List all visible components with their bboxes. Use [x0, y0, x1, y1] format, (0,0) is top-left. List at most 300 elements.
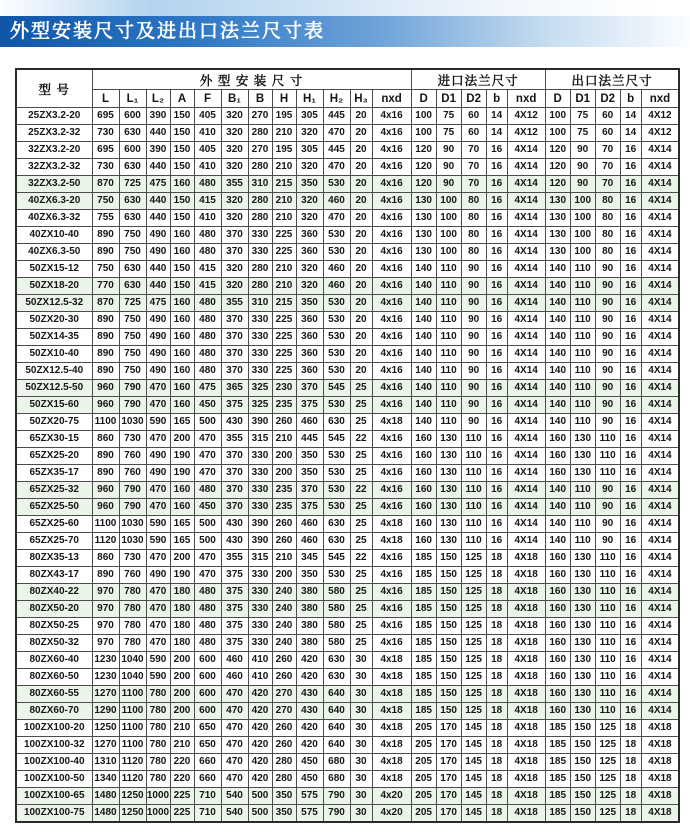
outlet-flange-cell: 16: [620, 278, 641, 295]
outline-dim-cell: 350: [272, 805, 296, 823]
outlet-flange-cell: 160: [545, 703, 570, 720]
outline-dim-cell: 680: [323, 771, 350, 788]
outline-dim-cell: 355: [221, 176, 248, 193]
outline-dim-cell: 530: [323, 244, 350, 261]
outline-dim-cell: 370: [296, 380, 323, 397]
outlet-flange-cell: 160: [545, 448, 570, 465]
col-header: H: [272, 90, 296, 108]
inlet-flange-cell: 170: [436, 771, 461, 788]
outline-dim-cell: 890: [92, 227, 119, 244]
outlet-flange-cell: 16: [620, 380, 641, 397]
outline-dim-cell: 440: [146, 125, 170, 142]
outlet-flange-cell: 70: [595, 159, 620, 176]
outline-dim-cell: 330: [248, 448, 272, 465]
inlet-flange-cell: 185: [411, 703, 436, 720]
inlet-flange-cell: 110: [436, 278, 461, 295]
inlet-flange-cell: 160: [411, 516, 436, 533]
outlet-flange-cell: 80: [595, 193, 620, 210]
table-row: [16, 176, 679, 193]
table-row: [16, 533, 679, 550]
outlet-flange-cell: 16: [620, 244, 641, 261]
outline-dim-cell: 600: [194, 652, 221, 669]
outline-dim-cell: 480: [194, 227, 221, 244]
outlet-flange-cell: 160: [545, 550, 570, 567]
outline-dim-cell: 710: [194, 788, 221, 805]
model-cell: 80ZX50-32: [16, 635, 92, 652]
outline-dim-cell: 355: [221, 431, 248, 448]
outline-dim-cell: 1040: [119, 652, 146, 669]
outlet-flange-cell: 110: [595, 448, 620, 465]
outline-dim-cell: 630: [323, 516, 350, 533]
inlet-flange-cell: 4X18: [507, 703, 545, 720]
outline-dim-cell: 870: [92, 176, 119, 193]
outlet-flange-cell: 140: [545, 380, 570, 397]
outline-dim-cell: 530: [323, 346, 350, 363]
outlet-flange-cell: 140: [545, 516, 570, 533]
outline-dim-cell: 490: [146, 346, 170, 363]
outline-dim-cell: 780: [146, 754, 170, 771]
inlet-flange-cell: 18: [486, 669, 507, 686]
outline-dim-cell: 25: [350, 601, 372, 618]
inlet-flange-cell: 80: [461, 244, 486, 261]
inlet-flange-cell: 110: [436, 329, 461, 346]
outlet-flange-cell: 110: [570, 482, 595, 499]
model-cell: 80ZX60-40: [16, 652, 92, 669]
outline-dim-cell: 490: [146, 312, 170, 329]
inlet-flange-cell: 185: [411, 618, 436, 635]
inlet-flange-cell: 14: [486, 108, 507, 125]
outlet-flange-cell: 90: [595, 482, 620, 499]
outline-dim-cell: 1100: [119, 703, 146, 720]
outlet-flange-cell: 90: [595, 363, 620, 380]
outline-dim-cell: 420: [296, 720, 323, 737]
outlet-flange-cell: 110: [595, 686, 620, 703]
outlet-flange-cell: 90: [595, 380, 620, 397]
inlet-flange-cell: 4X14: [507, 346, 545, 363]
inlet-flange-cell: 130: [411, 227, 436, 244]
outline-dim-cell: 380: [296, 601, 323, 618]
table-row: [16, 261, 679, 278]
outline-dim-cell: 375: [221, 567, 248, 584]
outlet-flange-cell: 16: [620, 261, 641, 278]
inlet-flange-cell: 125: [461, 584, 486, 601]
outlet-flange-cell: 16: [620, 465, 641, 482]
outline-dim-cell: 580: [323, 584, 350, 601]
outline-dim-cell: 4x16: [372, 227, 411, 244]
outline-dim-cell: 150: [170, 159, 194, 176]
outlet-flange-cell: 4X14: [641, 380, 679, 397]
inlet-flange-cell: 4X18: [507, 805, 545, 823]
outline-dim-cell: 375: [221, 618, 248, 635]
table-row: [16, 346, 679, 363]
outline-dim-cell: 4x16: [372, 176, 411, 193]
inlet-flange-cell: 170: [436, 805, 461, 823]
outlet-flange-cell: 90: [595, 414, 620, 431]
outlet-flange-cell: 140: [545, 295, 570, 312]
inlet-flange-cell: 130: [436, 516, 461, 533]
inlet-flange-cell: 18: [486, 771, 507, 788]
outline-dim-cell: 460: [296, 516, 323, 533]
inlet-flange-cell: 90: [436, 159, 461, 176]
col-header: L: [92, 90, 119, 108]
outline-dim-cell: 530: [323, 499, 350, 516]
inlet-flange-cell: 16: [486, 380, 507, 397]
outline-dim-cell: 4x16: [372, 329, 411, 346]
outline-dim-cell: 460: [221, 669, 248, 686]
table-row: [16, 550, 679, 567]
inlet-flange-cell: 130: [436, 533, 461, 550]
outline-dim-cell: 4x16: [372, 618, 411, 635]
outline-dim-cell: 210: [272, 125, 296, 142]
outline-dim-cell: 695: [92, 142, 119, 159]
inlet-flange-cell: 16: [486, 516, 507, 533]
inlet-flange-cell: 150: [436, 635, 461, 652]
outline-dim-cell: 730: [92, 125, 119, 142]
outline-dim-cell: 260: [272, 669, 296, 686]
model-cell: 25ZX3.2-20: [16, 108, 92, 125]
outline-dim-cell: 960: [92, 499, 119, 516]
outline-dim-cell: 220: [170, 771, 194, 788]
inlet-flange-cell: 4X12: [507, 108, 545, 125]
outline-dim-cell: 240: [272, 601, 296, 618]
outline-dim-cell: 350: [296, 567, 323, 584]
outline-dim-cell: 480: [194, 363, 221, 380]
model-cell: 100ZX100-32: [16, 737, 92, 754]
outlet-flange-cell: 18: [620, 737, 641, 754]
outlet-flange-cell: 4X14: [641, 635, 679, 652]
outline-dim-cell: 30: [350, 720, 372, 737]
outline-dim-cell: 1270: [92, 686, 119, 703]
outline-dim-cell: 475: [146, 176, 170, 193]
outline-dim-cell: 590: [146, 414, 170, 431]
model-cell: 100ZX100-40: [16, 754, 92, 771]
outlet-flange-cell: 4X14: [641, 448, 679, 465]
inlet-flange-cell: 130: [436, 499, 461, 516]
outline-dim-cell: 235: [272, 397, 296, 414]
outline-dim-cell: 470: [221, 737, 248, 754]
outline-dim-cell: 375: [296, 397, 323, 414]
outlet-flange-cell: 130: [545, 227, 570, 244]
outline-dim-cell: 365: [221, 380, 248, 397]
outline-dim-cell: 650: [194, 737, 221, 754]
outlet-flange-cell: 130: [545, 193, 570, 210]
inlet-flange-cell: 16: [486, 227, 507, 244]
outlet-flange-cell: 110: [570, 295, 595, 312]
inlet-flange-cell: 110: [436, 380, 461, 397]
outline-dim-cell: 790: [323, 788, 350, 805]
outlet-flange-cell: 120: [545, 159, 570, 176]
outline-dim-cell: 350: [296, 295, 323, 312]
outline-dim-cell: 750: [119, 329, 146, 346]
outline-dim-cell: 440: [146, 278, 170, 295]
outline-dim-cell: 1250: [119, 788, 146, 805]
outline-dim-cell: 695: [92, 108, 119, 125]
inlet-flange-cell: 205: [411, 754, 436, 771]
outline-dim-cell: 420: [296, 737, 323, 754]
outline-dim-cell: 470: [146, 380, 170, 397]
inlet-flange-cell: 4X18: [507, 788, 545, 805]
outline-dim-cell: 480: [194, 346, 221, 363]
outline-dim-cell: 580: [323, 635, 350, 652]
inlet-flange-cell: 16: [486, 261, 507, 278]
outline-dim-cell: 4x16: [372, 584, 411, 601]
outline-dim-cell: 440: [146, 193, 170, 210]
outline-dim-cell: 790: [119, 397, 146, 414]
inlet-flange-cell: 125: [461, 618, 486, 635]
inlet-flange-cell: 125: [461, 669, 486, 686]
outline-dim-cell: 320: [221, 159, 248, 176]
outlet-flange-cell: 150: [570, 754, 595, 771]
outline-dim-cell: 440: [146, 210, 170, 227]
outlet-flange-cell: 110: [570, 414, 595, 431]
outline-dim-cell: 350: [296, 465, 323, 482]
col-header-row: [16, 90, 679, 108]
inlet-flange-cell: 60: [461, 125, 486, 142]
outlet-flange-cell: 4X14: [641, 278, 679, 295]
outline-dim-cell: 190: [170, 448, 194, 465]
outline-dim-cell: 760: [119, 448, 146, 465]
table-row: [16, 397, 679, 414]
inlet-flange-cell: 205: [411, 720, 436, 737]
outline-dim-cell: 470: [146, 431, 170, 448]
inlet-flange-cell: 16: [486, 499, 507, 516]
outlet-flange-cell: 16: [620, 414, 641, 431]
outlet-flange-cell: 4X12: [641, 108, 679, 125]
inlet-flange-cell: 4X18: [507, 771, 545, 788]
outlet-flange-cell: 110: [595, 652, 620, 669]
inlet-flange-cell: 18: [486, 686, 507, 703]
inlet-flange-cell: 150: [436, 686, 461, 703]
outline-dim-cell: 590: [146, 516, 170, 533]
outlet-flange-cell: 140: [545, 363, 570, 380]
outline-dim-cell: 160: [170, 227, 194, 244]
table-row: [16, 788, 679, 805]
outline-dim-cell: 330: [248, 346, 272, 363]
table-row: [16, 210, 679, 227]
outline-dim-cell: 320: [296, 193, 323, 210]
outline-dim-cell: 180: [170, 618, 194, 635]
outline-dim-cell: 500: [194, 516, 221, 533]
outline-dim-cell: 370: [221, 363, 248, 380]
outline-dim-cell: 210: [170, 737, 194, 754]
inlet-flange-cell: 185: [411, 686, 436, 703]
table-row: [16, 278, 679, 295]
outline-dim-cell: 370: [221, 227, 248, 244]
col-header: D: [411, 90, 436, 108]
outline-dim-cell: 160: [170, 176, 194, 193]
outline-dim-cell: 420: [248, 737, 272, 754]
outline-dim-cell: 160: [170, 499, 194, 516]
table-row: [16, 448, 679, 465]
inlet-flange-cell: 130: [436, 431, 461, 448]
outline-dim-cell: 4x18: [372, 754, 411, 771]
outlet-flange-cell: 4X14: [641, 669, 679, 686]
outlet-flange-cell: 140: [545, 278, 570, 295]
outline-dim-cell: 780: [146, 720, 170, 737]
outline-dim-cell: 360: [296, 329, 323, 346]
inlet-flange-cell: 18: [486, 720, 507, 737]
outline-dim-cell: 470: [146, 584, 170, 601]
inlet-flange-cell: 90: [461, 363, 486, 380]
outlet-flange-cell: 120: [545, 142, 570, 159]
outline-dim-cell: 1040: [119, 669, 146, 686]
outlet-flange-cell: 110: [595, 465, 620, 482]
outline-dim-cell: 4x16: [372, 567, 411, 584]
inlet-flange-cell: 16: [486, 295, 507, 312]
outline-dim-cell: 330: [248, 244, 272, 261]
outlet-flange-cell: 130: [570, 601, 595, 618]
outline-dim-cell: 780: [119, 584, 146, 601]
outlet-flange-cell: 100: [545, 108, 570, 125]
col-header: D1: [570, 90, 595, 108]
outline-dim-cell: 190: [170, 567, 194, 584]
outline-dim-cell: 350: [296, 448, 323, 465]
col-header: D1: [436, 90, 461, 108]
outline-dim-cell: 210: [170, 720, 194, 737]
inlet-flange-cell: 100: [436, 210, 461, 227]
outline-dim-cell: 25: [350, 584, 372, 601]
col-header: H₁: [296, 90, 323, 108]
outlet-flange-cell: 4X14: [641, 567, 679, 584]
outline-dim-cell: 270: [272, 703, 296, 720]
outline-dim-cell: 210: [272, 431, 296, 448]
outline-dim-cell: 380: [296, 584, 323, 601]
outlet-flange-cell: 18: [620, 720, 641, 737]
outline-dim-cell: 360: [296, 227, 323, 244]
outline-dim-cell: 210: [272, 261, 296, 278]
inlet-flange-cell: 125: [461, 686, 486, 703]
inlet-flange-cell: 160: [411, 499, 436, 516]
outline-dim-cell: 475: [194, 380, 221, 397]
outlet-flange-cell: 90: [595, 329, 620, 346]
inlet-flange-cell: 16: [486, 244, 507, 261]
outline-dim-cell: 355: [221, 295, 248, 312]
inlet-flange-cell: 4X14: [507, 278, 545, 295]
outline-dim-cell: 25: [350, 465, 372, 482]
inlet-flange-cell: 120: [411, 159, 436, 176]
outline-dim-cell: 4x16: [372, 261, 411, 278]
outlet-flange-cell: 110: [570, 397, 595, 414]
inlet-flange-cell: 4X14: [507, 448, 545, 465]
outline-dim-cell: 225: [170, 805, 194, 823]
outline-dim-cell: 210: [272, 193, 296, 210]
outline-dim-cell: 260: [272, 737, 296, 754]
outline-dim-cell: 480: [194, 312, 221, 329]
inlet-flange-cell: 185: [411, 601, 436, 618]
table-row: [16, 669, 679, 686]
outlet-flange-cell: 60: [595, 125, 620, 142]
outline-dim-cell: 750: [119, 346, 146, 363]
model-cell: 50ZX20-75: [16, 414, 92, 431]
outline-dim-cell: 640: [323, 686, 350, 703]
outline-dim-cell: 4x16: [372, 465, 411, 482]
outline-dim-cell: 20: [350, 278, 372, 295]
outlet-flange-cell: 130: [570, 448, 595, 465]
inlet-flange-cell: 140: [411, 329, 436, 346]
outline-dim-cell: 315: [248, 431, 272, 448]
inlet-flange-cell: 16: [486, 448, 507, 465]
table-row: [16, 312, 679, 329]
outline-dim-cell: 430: [221, 414, 248, 431]
outline-dim-cell: 470: [194, 448, 221, 465]
outline-dim-cell: 470: [323, 210, 350, 227]
outline-dim-cell: 150: [170, 193, 194, 210]
outline-dim-cell: 4x16: [372, 635, 411, 652]
outline-dim-cell: 4x16: [372, 601, 411, 618]
inlet-flange-cell: 120: [411, 176, 436, 193]
outline-dim-cell: 150: [170, 125, 194, 142]
outline-dim-cell: 240: [272, 618, 296, 635]
table-row: [16, 618, 679, 635]
outline-dim-cell: 725: [119, 176, 146, 193]
outline-dim-cell: 1100: [92, 414, 119, 431]
inlet-flange-cell: 185: [411, 584, 436, 601]
outline-dim-cell: 280: [272, 771, 296, 788]
inlet-flange-cell: 205: [411, 805, 436, 823]
inlet-flange-cell: 110: [436, 414, 461, 431]
inlet-flange-cell: 16: [486, 159, 507, 176]
outline-dim-cell: 320: [296, 125, 323, 142]
outline-dim-cell: 4x16: [372, 346, 411, 363]
inlet-flange-cell: 125: [461, 550, 486, 567]
inlet-flange-cell: 130: [436, 465, 461, 482]
outlet-flange-cell: 16: [620, 567, 641, 584]
outlet-flange-cell: 4X14: [641, 210, 679, 227]
outline-dim-cell: 760: [119, 567, 146, 584]
outline-dim-cell: 345: [296, 550, 323, 567]
outline-dim-cell: 200: [170, 652, 194, 669]
outlet-flange-cell: 150: [570, 788, 595, 805]
outline-group-header: 外 型 安 装 尺 寸: [92, 69, 411, 90]
outlet-flange-cell: 185: [545, 754, 570, 771]
outline-dim-cell: 330: [248, 329, 272, 346]
outline-dim-cell: 600: [194, 703, 221, 720]
outlet-flange-cell: 4X14: [641, 533, 679, 550]
table-row: [16, 703, 679, 720]
outlet-flange-cell: 16: [620, 550, 641, 567]
outline-dim-cell: 630: [323, 414, 350, 431]
outline-dim-cell: 470: [221, 771, 248, 788]
outline-dim-cell: 390: [146, 142, 170, 159]
inlet-flange-cell: 4X18: [507, 635, 545, 652]
outline-dim-cell: 660: [194, 771, 221, 788]
outline-dim-cell: 160: [170, 244, 194, 261]
inlet-flange-cell: 185: [411, 550, 436, 567]
outlet-flange-cell: 110: [595, 550, 620, 567]
outline-dim-cell: 270: [248, 142, 272, 159]
inlet-flange-cell: 80: [461, 193, 486, 210]
outline-dim-cell: 390: [248, 414, 272, 431]
inlet-flange-cell: 90: [461, 414, 486, 431]
outlet-flange-cell: 16: [620, 635, 641, 652]
outline-dim-cell: 860: [92, 431, 119, 448]
inlet-flange-cell: 16: [486, 346, 507, 363]
inlet-flange-cell: 110: [436, 261, 461, 278]
inlet-flange-cell: 90: [436, 176, 461, 193]
outline-dim-cell: 590: [146, 669, 170, 686]
outline-dim-cell: 360: [296, 346, 323, 363]
inlet-flange-cell: 16: [486, 363, 507, 380]
outline-dim-cell: 20: [350, 210, 372, 227]
inlet-flange-cell: 16: [486, 210, 507, 227]
outline-dim-cell: 320: [296, 210, 323, 227]
outline-dim-cell: 390: [248, 533, 272, 550]
outlet-flange-cell: 130: [570, 550, 595, 567]
inlet-flange-cell: 4X14: [507, 380, 545, 397]
outline-dim-cell: 25: [350, 567, 372, 584]
outline-dim-cell: 20: [350, 295, 372, 312]
outline-dim-cell: 630: [119, 159, 146, 176]
